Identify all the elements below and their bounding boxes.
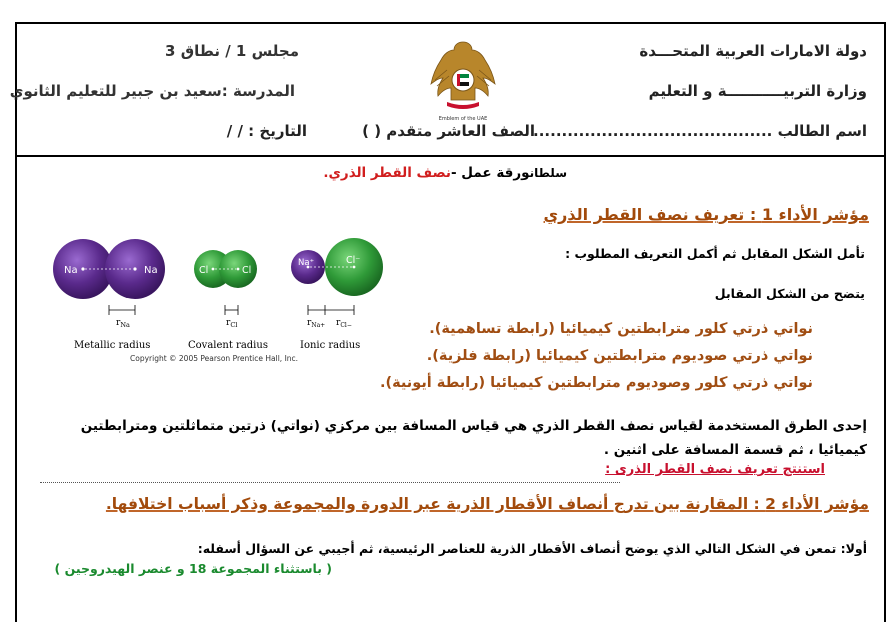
metallic-r-letter: r	[116, 318, 121, 328]
student-name-label: اسم الطالب ..........................................	[533, 122, 867, 140]
date-label: التاريخ : / /	[226, 122, 307, 140]
header-separator	[15, 155, 886, 157]
na-left-label: Na	[64, 265, 78, 276]
covalent-r-sub: Cl	[230, 321, 238, 329]
metallic-r	[116, 318, 130, 329]
ionic-r2	[336, 318, 352, 329]
country-name: دولة الامارات العربية المتحـــدة	[639, 42, 867, 60]
bullet-metallic: نواتي ذرتي صوديوم مترابطتين كيميائيا (رابطة فلزية).	[426, 348, 813, 364]
grade-label: الصف العاشر متقدم ( )	[362, 122, 535, 140]
cl-right-label: Cl	[242, 265, 252, 276]
indicator2-question: أولا: تمعن في الشكل التالي الذي يوضح أنصاف الأقطار الذرية للعناصر الرئيسية، ثم أجيبي عن السؤال أسفله:	[197, 541, 867, 556]
covalent-r-letter: r	[226, 318, 231, 328]
uae-emblem-icon	[427, 36, 499, 122]
indicator2-note: ( باستثناء المجموعة 18 و عنصر الهيدروجين )	[54, 561, 332, 576]
title-prefix: ورقة عمل -	[451, 165, 530, 181]
ionic-r1	[307, 318, 325, 329]
cl-ion-label: Cl⁻	[346, 255, 361, 266]
metallic-r-sub: Na	[120, 321, 130, 329]
atomic-radius-diagram	[48, 233, 388, 368]
diagram-copyright: Copyright © 2005 Pearson Prentice Hall, Inc.	[130, 354, 299, 363]
answer-dotted-line	[40, 482, 620, 483]
na-right-label: Na	[144, 265, 158, 276]
ionic-r2-sub: Cl−	[340, 322, 352, 329]
cl-left-label: Cl	[199, 265, 209, 276]
school-name: المدرسة :سعيد بن جبير للتعليم الثانوي	[9, 82, 295, 100]
council-zone: مجلس 1 / نطاق 3	[165, 42, 299, 60]
ionic-caption: Ionic radius	[300, 340, 361, 351]
indicator1-heading: مؤشر الأداء 1 : تعريف نصف القطر الذري	[543, 205, 869, 224]
indicator2-heading: مؤشر الأداء 2 : المقارنة بين تدرج أنصاف الأقطار الذرية عبر الدورة والمجموعة وذكر أسباب اختلافها.	[105, 495, 869, 513]
metallic-caption: Metallic radius	[74, 340, 151, 351]
radius-definition: إحدى الطرق المستخدمة لقياس نصف القطر الذري هي قياس المسافة بين مركزي (نواتي) ذرتين متماثلتين ومترابطتين كيميائيا ، ثم قسمة المسافة على اثنين .	[80, 418, 867, 458]
indicator1-sub: يتضح من الشكل المقابل	[714, 286, 865, 301]
ionic-r2-letter: r	[336, 318, 341, 328]
ionic-r1-sub: Na+	[311, 322, 326, 329]
title-topic: نصف القطر الذري.	[323, 165, 451, 181]
na-ion-label: Na⁺	[298, 258, 315, 268]
conclude-label: استنتج تعريف نصف القطر الذرى :	[605, 462, 825, 477]
ministry-name: وزارة التربيـــــــــــة و التعليم	[648, 82, 867, 100]
worksheet-title	[323, 165, 567, 181]
emblem-caption: Emblem of the UAE	[438, 116, 488, 122]
covalent-caption: Covalent radius	[188, 340, 268, 351]
title-mark: سلطان	[529, 166, 567, 180]
bullet-covalent: نواتي ذرتي كلور مترابطتين كيميائيا (رابطة تساهمية).	[429, 321, 813, 337]
covalent-r	[226, 318, 237, 329]
indicator1-instruction: تأمل الشكل المقابل ثم أكمل التعريف المطلوب :	[565, 246, 865, 261]
ionic-r1-letter: r	[307, 318, 312, 328]
bullet-ionic: نواتي ذرتي كلور وصوديوم مترابطتين كيميائيا (رابطة أيونية).	[379, 375, 813, 391]
